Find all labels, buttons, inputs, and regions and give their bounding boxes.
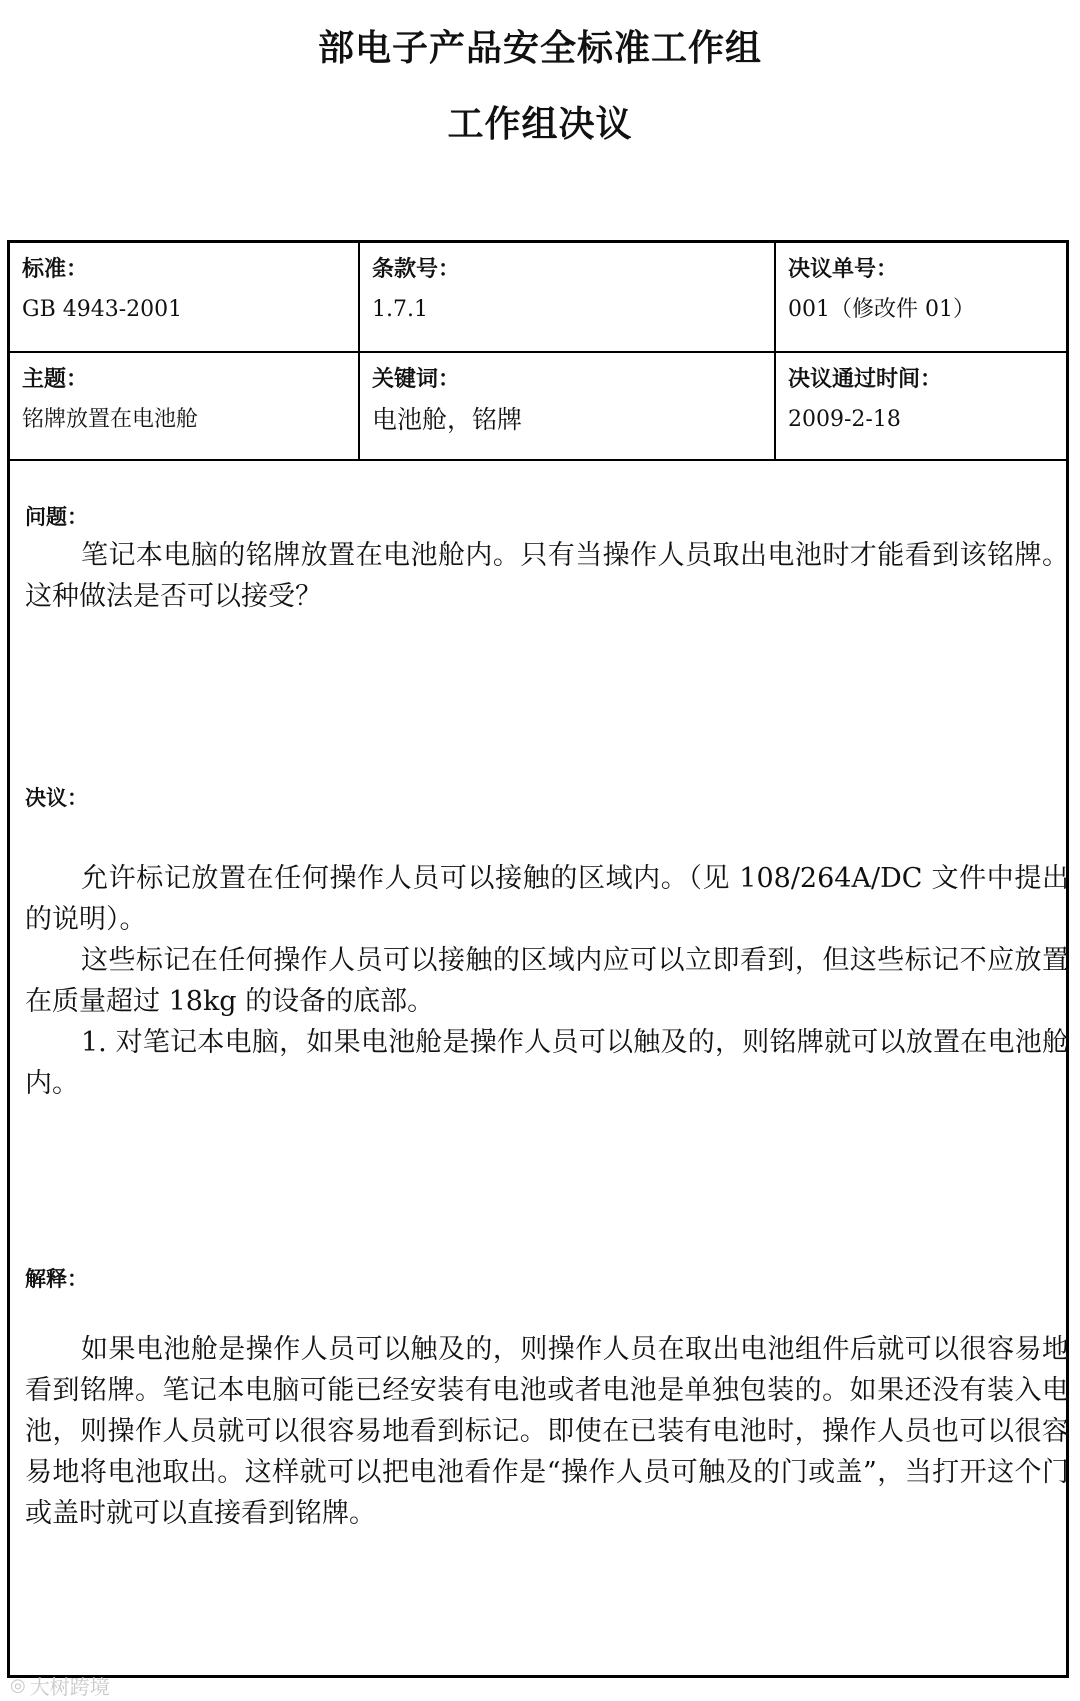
resolution-paragraph: 1. 对笔记本电脑，如果电池舱是操作人员可以触及的，则铭牌就可以放置在电池舱内。 (25, 1027, 1069, 1099)
explanation-heading: 解释： (25, 1267, 88, 1291)
document-title-resolution: 工作组决议 (447, 104, 633, 145)
resolution-number-label: 决议单号： (788, 257, 899, 282)
subject-cell (10, 352, 359, 461)
clause-label: 条款号： (372, 257, 461, 282)
resolution-number-cell (775, 243, 1066, 352)
resolution-paragraph: 允许标记放置在任何操作人员可以接触的区域内。（见 108/264A/DC 文件中提出的说明）。 (25, 863, 1069, 935)
watermark-text: 大树跨境 (29, 1675, 110, 1699)
keywords-label: 关键词： (372, 366, 461, 392)
question-heading: 问题： (25, 505, 88, 529)
weibo-icon: ◎ (10, 1675, 26, 1696)
metadata-row-standard (10, 243, 1066, 352)
question-text: 笔记本电脑的铭牌放置在电池舱内。只有当操作人员取出电池时才能看到该铭牌。这种做法是否可以接受？ (25, 540, 1069, 612)
standard-cell (10, 243, 359, 352)
metadata-row-subject (10, 352, 1066, 461)
standard-label: 标准： (22, 257, 89, 282)
resolution-paragraph: 这些标记在任何操作人员可以接触的区域内应可以立即看到，但这些标记不应放置在质量超过 18kg 的设备的底部。 (25, 945, 1069, 1017)
explanation-text: 如果电池舱是操作人员可以触及的，则操作人员在取出电池组件后就可以很容易地看到铭牌。笔记本电脑可能已经安装有电池或者电池是单独包装的。如果还没有装入电池，则操作人员就可以很容易地看到标记。即使在已装有电池时，操作人员也可以很容易地将电池取出。这样就可以把电池看作是“操作人员可触及的门或盖”，当打开这个门或盖时就可以直接看到铭牌。 (25, 1334, 1069, 1529)
subject-value: 铭牌放置在电池舱 (22, 406, 199, 432)
subject-label: 主题： (22, 366, 89, 392)
adopted-date-cell (775, 352, 1066, 461)
clause-value: 1.7.1 (372, 297, 428, 322)
adopted-date-value: 2009-2-18 (788, 406, 901, 432)
resolution-form (7, 240, 1069, 1678)
document-title-org: 部电子产品安全标准工作组 (317, 28, 762, 69)
adopted-date-label: 决议通过时间： (788, 366, 943, 392)
metadata-table (10, 243, 1066, 461)
keywords-value: 电池舱，铭牌 (372, 404, 523, 434)
clause-cell (359, 243, 775, 352)
resolution-number-value: 001（修改件 01） (788, 297, 975, 322)
watermark (10, 1671, 110, 1700)
keywords-cell (359, 352, 775, 461)
resolution-heading: 决议： (25, 786, 88, 810)
standard-value: GB 4943-2001 (22, 297, 183, 322)
